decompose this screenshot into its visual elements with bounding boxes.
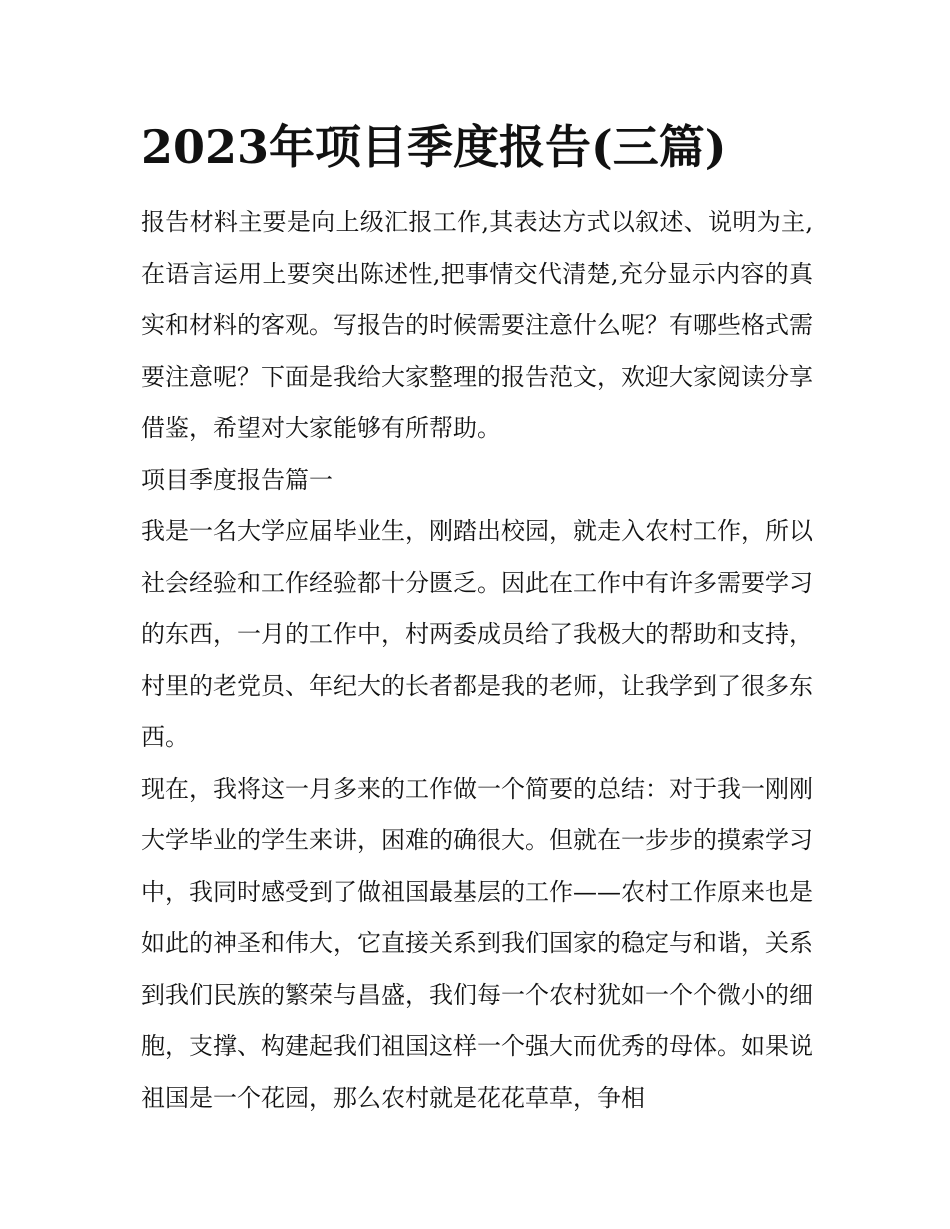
intro-paragraph: 报告材料主要是向上级汇报工作,其表达方式以叙述、说明为主,在语言运用上要突出陈述性,把事情交代清楚,充分显示内容的真实和材料的客观。写报告的时候需要注意什么呢？有哪些格式需要注意呢？下面是我给大家整理的报告范文，欢迎大家阅读分享借鉴，希望对大家能够有所帮助。 <box>141 208 813 442</box>
body-paragraph-2: 现在，我将这一月多来的工作做一个简要的总结：对于我一刚刚大学毕业的学生来讲，困难的确很大。但就在一步步的摸索学习中，我同时感受到了做祖国最基层的工作——农村工作原来也是如此的神圣和伟大，它直接关系到我们国家的稳定与和谐，关系到我们民族的繁荣与昌盛，我们每一个农村犹如一个个微小的细胞，支撑、构建起我们祖国这样一个强大而优秀的母体。如果说祖国是一个花园，那么农村就是花花草草，争相 <box>141 774 813 1112</box>
section-heading: 项目季度报告篇一 <box>141 465 333 494</box>
title-block <box>141 112 813 182</box>
body-paragraph-1: 我是一名大学应届毕业生，刚踏出校园，就走入农村工作，所以社会经验和工作经验都十分匮乏。因此在工作中有许多需要学习的东西，一月的工作中，村两委成员给了我极大的帮助和支持，村里的老党员、年纪大的长者都是我的老师，让我学到了很多东西。 <box>141 517 813 751</box>
document-page <box>141 112 813 1124</box>
document-title: 2023年项目季度报告(三篇) <box>141 120 727 174</box>
